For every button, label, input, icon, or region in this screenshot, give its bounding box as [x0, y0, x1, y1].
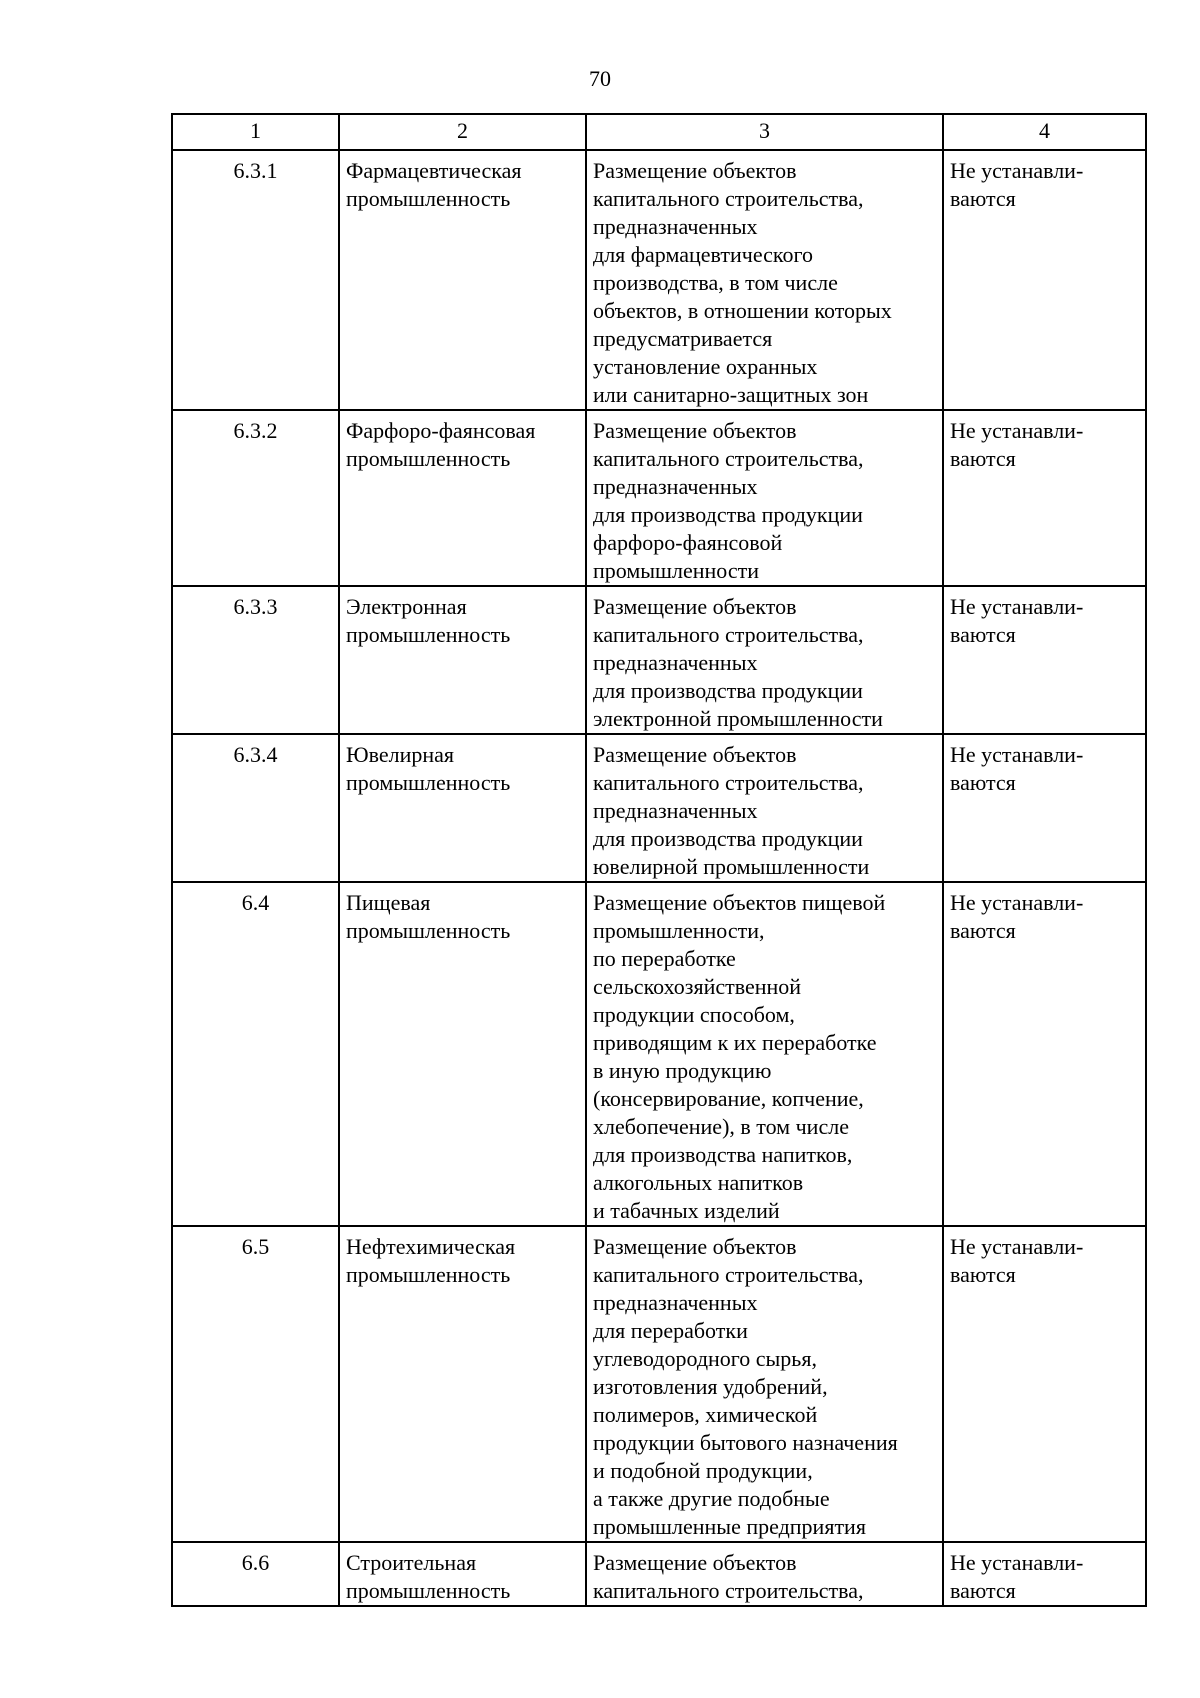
- row-description-line: производства, в том числе: [593, 270, 838, 295]
- row-description-line: для производства продукции: [593, 826, 863, 851]
- page-number: 70: [589, 66, 611, 91]
- row-description-line: в иную продукцию: [593, 1058, 772, 1083]
- row-limits-line: ваются: [950, 622, 1016, 647]
- column-header-1: 1: [172, 114, 339, 150]
- row-name-line: промышленность: [346, 918, 511, 943]
- row-name-line: Пищевая: [346, 890, 431, 915]
- row-description-line: Размещение объектов: [593, 1550, 797, 1575]
- row-description-line: (консервирование, копчение,: [593, 1086, 864, 1111]
- row-description-line: для фармацевтического: [593, 242, 813, 267]
- column-header-2: 2: [339, 114, 586, 150]
- row-description: [586, 586, 943, 734]
- row-description-line: для производства продукции: [593, 678, 863, 703]
- row-name-line: промышленность: [346, 770, 511, 795]
- column-header-3: 3: [586, 114, 943, 150]
- row-limits-line: Не устанавли-: [950, 890, 1084, 915]
- row-name-line: Строительная: [346, 1550, 477, 1575]
- row-description-line: Размещение объектов пищевой: [593, 890, 886, 915]
- row-limits-line: ваются: [950, 918, 1016, 943]
- row-description-line: и подобной продукции,: [593, 1458, 813, 1483]
- row-description-line: изготовления удобрений,: [593, 1374, 828, 1399]
- row-limits: [943, 1542, 1146, 1606]
- row-limits-line: Не устанавли-: [950, 418, 1084, 443]
- table-row: [172, 410, 1146, 586]
- row-limits: [943, 586, 1146, 734]
- row-description-line: для производства напитков,: [593, 1142, 853, 1167]
- row-description-line: а также другие подобные: [593, 1486, 830, 1511]
- row-description-line: продукции бытового назначения: [593, 1430, 898, 1455]
- row-name-line: промышленность: [346, 1578, 511, 1603]
- row-description-line: предназначенных: [593, 474, 758, 499]
- row-limits: [943, 150, 1146, 410]
- row-description-line: электронной промышленности: [593, 706, 883, 731]
- row-limits-line: ваются: [950, 1578, 1016, 1603]
- row-description: [586, 410, 943, 586]
- row-description-line: для переработки: [593, 1318, 748, 1343]
- row-name-line: промышленность: [346, 186, 511, 211]
- column-header-4: 4: [943, 114, 1146, 150]
- table-row: [172, 734, 1146, 882]
- row-name: [339, 734, 586, 882]
- row-description-line: промышленности,: [593, 918, 765, 943]
- row-limits-line: ваются: [950, 770, 1016, 795]
- row-description-line: Размещение объектов: [593, 158, 797, 183]
- row-limits-line: Не устанавли-: [950, 594, 1084, 619]
- row-description-line: предназначенных: [593, 650, 758, 675]
- row-name: [339, 1226, 586, 1542]
- row-name-line: промышленность: [346, 1262, 511, 1287]
- row-description-line: промышленности: [593, 558, 759, 583]
- row-description-line: промышленные предприятия: [593, 1514, 866, 1539]
- row-description: [586, 150, 943, 410]
- row-description-line: фарфоро-фаянсовой: [593, 530, 783, 555]
- row-description-line: капитального строительства,: [593, 770, 864, 795]
- row-limits: [943, 1226, 1146, 1542]
- row-limits-line: Не устанавли-: [950, 742, 1084, 767]
- row-code: 6.3.4: [172, 734, 339, 882]
- row-name-line: Фарфоро-фаянсовая: [346, 418, 536, 443]
- row-description: [586, 882, 943, 1226]
- row-description-line: ювелирной промышленности: [593, 854, 870, 879]
- row-description-line: Размещение объектов: [593, 594, 797, 619]
- row-name-line: Ювелирная: [346, 742, 455, 767]
- row-description-line: алкогольных напитков: [593, 1170, 804, 1195]
- row-description-line: хлебопечение), в том числе: [593, 1114, 849, 1139]
- row-limits-line: Не устанавли-: [950, 1234, 1084, 1259]
- row-name: [339, 586, 586, 734]
- row-name: [339, 410, 586, 586]
- row-description-line: предусматривается: [593, 326, 773, 351]
- row-code: 6.3.2: [172, 410, 339, 586]
- table-body: [172, 150, 1146, 1606]
- row-name-line: Нефтехимическая: [346, 1234, 516, 1259]
- row-code: 6.3.1: [172, 150, 339, 410]
- row-description-line: по переработке: [593, 946, 736, 971]
- row-name-line: Электронная: [346, 594, 467, 619]
- row-limits: [943, 734, 1146, 882]
- row-description-line: или санитарно-защитных зон: [593, 382, 869, 407]
- row-name: [339, 1542, 586, 1606]
- row-description-line: для производства продукции: [593, 502, 863, 527]
- row-code: 6.3.3: [172, 586, 339, 734]
- table-header-row: [172, 114, 1146, 150]
- row-description-line: Размещение объектов: [593, 742, 797, 767]
- row-description-line: объектов, в отношении которых: [593, 298, 892, 323]
- row-description-line: приводящим к их переработке: [593, 1030, 877, 1055]
- row-code: 6.6: [172, 1542, 339, 1606]
- row-description-line: полимеров, химической: [593, 1402, 818, 1427]
- row-limits-line: Не устанавли-: [950, 1550, 1084, 1575]
- row-description-line: Размещение объектов: [593, 1234, 797, 1259]
- row-limits: [943, 882, 1146, 1226]
- row-description-line: предназначенных: [593, 1290, 758, 1315]
- row-description-line: продукции способом,: [593, 1002, 795, 1027]
- row-name-line: Фармацевтическая: [346, 158, 522, 183]
- row-limits: [943, 410, 1146, 586]
- row-description-line: капитального строительства,: [593, 622, 864, 647]
- table-row: [172, 586, 1146, 734]
- row-description-line: предназначенных: [593, 798, 758, 823]
- table-row: [172, 882, 1146, 1226]
- row-name-line: промышленность: [346, 622, 511, 647]
- row-name: [339, 882, 586, 1226]
- table-row: [172, 1542, 1146, 1606]
- row-description-line: капитального строительства,: [593, 1262, 864, 1287]
- row-description-line: установление охранных: [593, 354, 818, 379]
- row-description-line: сельскохозяйственной: [593, 974, 802, 999]
- land-use-table: [171, 113, 1147, 1607]
- row-description: [586, 1542, 943, 1606]
- row-limits-line: ваются: [950, 446, 1016, 471]
- row-description-line: капитального строительства,: [593, 186, 864, 211]
- row-description: [586, 1226, 943, 1542]
- row-limits-line: ваются: [950, 1262, 1016, 1287]
- row-description: [586, 734, 943, 882]
- row-description-line: капитального строительства,: [593, 446, 864, 471]
- table-row: [172, 1226, 1146, 1542]
- row-code: 6.4: [172, 882, 339, 1226]
- row-description-line: Размещение объектов: [593, 418, 797, 443]
- row-description-line: углеводородного сырья,: [593, 1346, 817, 1371]
- row-limits-line: Не устанавли-: [950, 158, 1084, 183]
- row-name-line: промышленность: [346, 446, 511, 471]
- row-limits-line: ваются: [950, 186, 1016, 211]
- table-row: [172, 150, 1146, 410]
- row-code: 6.5: [172, 1226, 339, 1542]
- row-description-line: предназначенных: [593, 214, 758, 239]
- row-description-line: и табачных изделий: [593, 1198, 780, 1223]
- row-name: [339, 150, 586, 410]
- row-description-line: капитального строительства,: [593, 1578, 864, 1603]
